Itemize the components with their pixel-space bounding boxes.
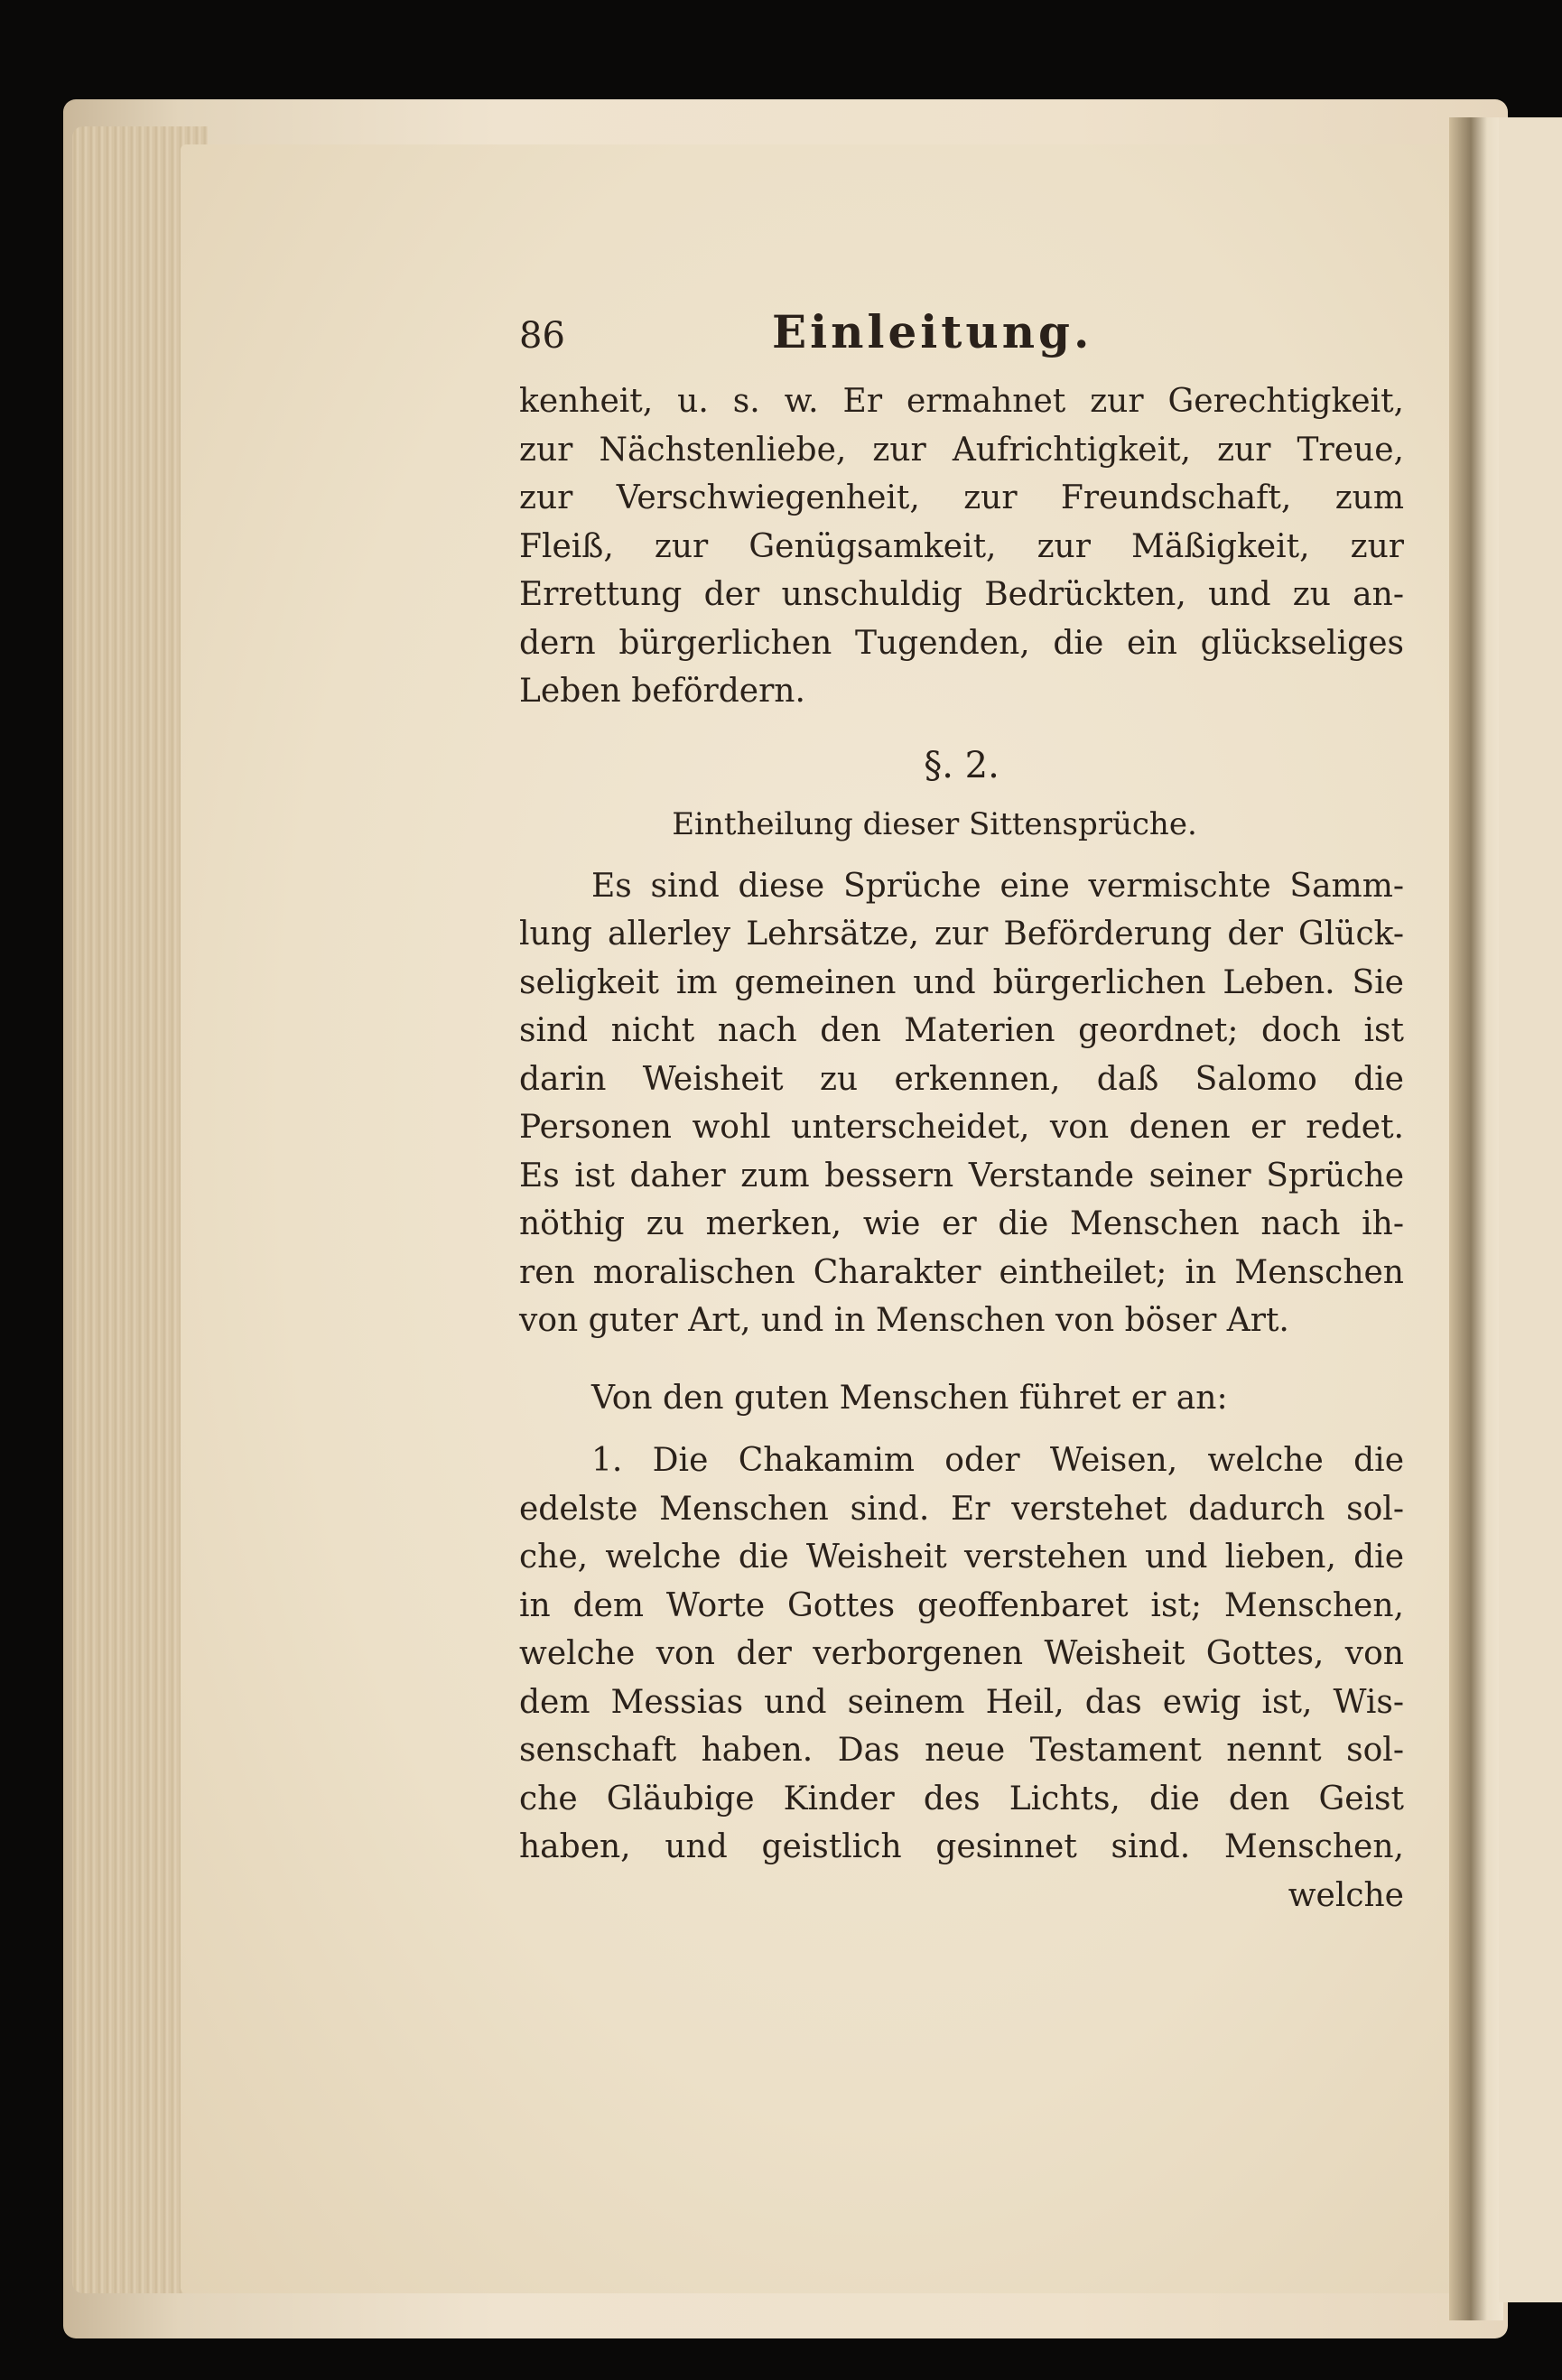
catchword: welche xyxy=(1288,1876,1404,1914)
text-line: 1. Die Chakamim oder Weisen, welche die xyxy=(591,1442,1404,1479)
paragraph-2 xyxy=(519,862,1404,1345)
text-line: zur Verschwiegenheit, zur Freundschaft, zum xyxy=(519,479,1404,516)
text-line: Errettung der unschuldig Bedrückten, und zu an- xyxy=(519,576,1404,613)
text-line: che, welche die Weisheit verstehen und lieben, die xyxy=(519,1539,1404,1576)
page-number: 86 xyxy=(519,315,565,357)
text-line: edelste Menschen sind. Er verstehet dadurch sol- xyxy=(519,1490,1404,1528)
paragraph-1 xyxy=(519,377,1404,716)
facing-page-edge xyxy=(1499,117,1562,2302)
text-line: lung allerley Lehrsätze, zur Beförderung der Glück- xyxy=(519,916,1404,953)
text-line: kenheit, u. s. w. Er ermahnet zur Gerechtigkeit, xyxy=(519,383,1404,420)
text-line: dern bürgerlichen Tugenden, die ein glückseliges xyxy=(519,624,1404,662)
text-line: von guter Art, und in Menschen von böser Art. xyxy=(519,1302,1289,1339)
text-line: Personen wohl unterscheidet, von denen er redet. xyxy=(519,1109,1404,1146)
text-line: in dem Worte Gottes geoffenbaret ist; Menschen, xyxy=(519,1586,1404,1624)
text-line: Es ist daher zum bessern Verstande seiner Sprüche xyxy=(519,1157,1404,1195)
text-line: che Gläubige Kinder des Lichts, die den Geist xyxy=(519,1780,1404,1818)
text-line: seligkeit im gemeinen und bürgerlichen Leben. Sie xyxy=(519,963,1404,1001)
page-header xyxy=(519,305,1404,377)
text-line: Es sind diese Sprüche eine vermischte Samm- xyxy=(591,867,1404,905)
text-line: welche von der verborgenen Weisheit Gottes, von xyxy=(519,1635,1404,1672)
text-line: dem Messias und seinem Heil, das ewig ist, Wis- xyxy=(519,1683,1404,1721)
book-gutter xyxy=(1449,117,1503,2320)
running-head: Einleitung. xyxy=(772,305,1093,358)
text-line: Leben befördern. xyxy=(519,673,805,710)
paragraph-3 xyxy=(519,1436,1404,1872)
text-line: darin Weisheit zu erkennen, daß Salomo die xyxy=(519,1060,1404,1098)
page-text xyxy=(519,305,1404,1920)
section-title: Eintheilung dieser Sittensprüche. xyxy=(672,805,1197,842)
text-line: nöthig zu merken, wie er die Menschen nach ih- xyxy=(519,1205,1404,1242)
text-line: zur Nächstenliebe, zur Aufrichtigkeit, zur Treue, xyxy=(519,431,1404,469)
section-number: §. 2. xyxy=(924,744,999,786)
intro-line: Von den guten Menschen führet er an: xyxy=(591,1379,1228,1417)
text-line: Fleiß, zur Genügsamkeit, zur Mäßigkeit, zur xyxy=(519,527,1404,565)
text-line: haben, und geistlich gesinnet sind. Menschen, xyxy=(519,1828,1404,1865)
text-line: sind nicht nach den Materien geordnet; doch ist xyxy=(519,1012,1404,1049)
text-line: senschaft haben. Das neue Testament nennt sol- xyxy=(519,1732,1404,1769)
text-line: ren moralischen Charakter eintheilet; in Menschen xyxy=(519,1253,1404,1291)
